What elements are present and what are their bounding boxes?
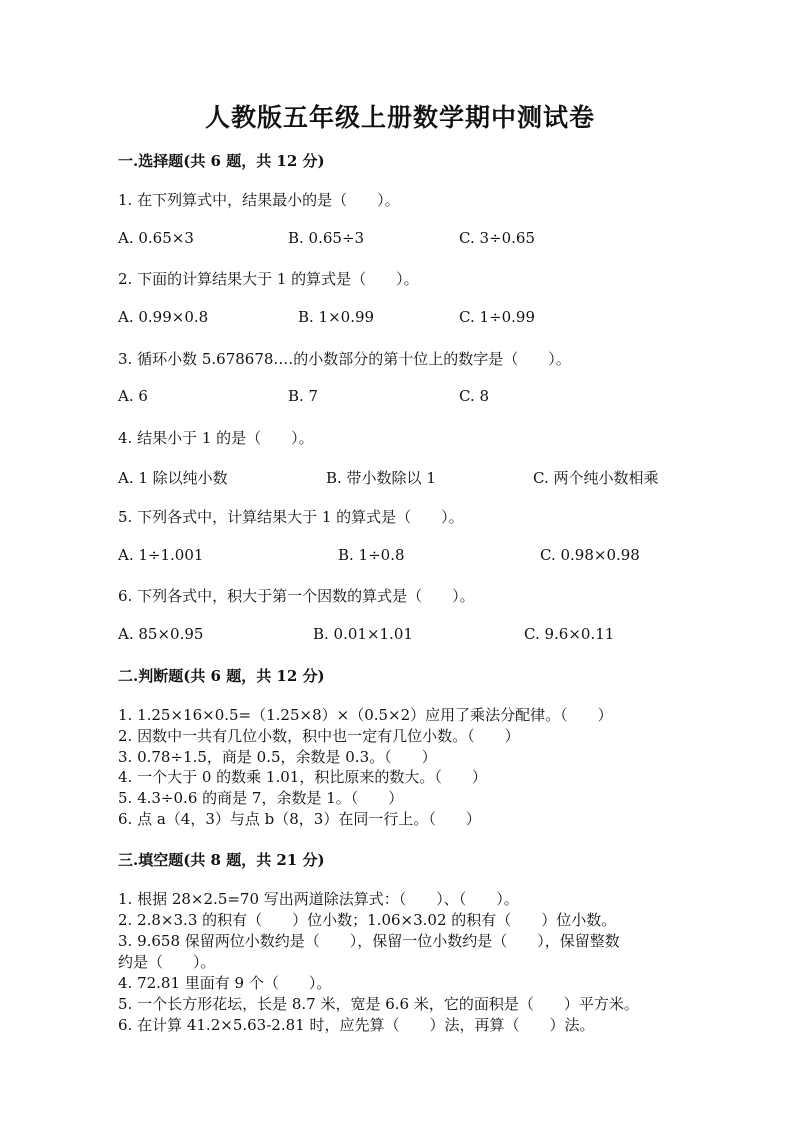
fill-item-6: 6. 在计算 41.2×5.63-2.81 时，应先算（ ）法，再算（ ）法。 [118,1016,595,1034]
section-header-fill-blank: 三.填空题(共 8 题，共 21 分) [118,851,325,869]
section-header-judgement: 二.判断题(共 6 题，共 12 分) [118,667,325,685]
choice-question-2: 2. 下面的计算结果大于 1 的算式是（ ）。 [118,270,419,288]
choice-6-option-a: A. 85×0.95 [118,625,204,643]
judgement-item-5: 5. 4.3÷0.6 的商是 7，余数是 1。（ ） [118,789,404,807]
fill-item-1: 1. 根据 28×2.5=70 写出两道除法算式：（ ）、（ ）。 [118,890,519,908]
choice-5-option-a: A. 1÷1.001 [118,546,204,564]
choice-2-option-b: B. 1×0.99 [298,308,375,326]
choice-3-option-a: A. 6 [118,387,148,405]
fill-item-3-line-2: 约是（ ）。 [118,953,216,971]
choice-question-4: 4. 结果小于 1 的是（ ）。 [118,429,314,447]
choice-6-option-b: B. 0.01×1.01 [313,625,413,643]
fill-item-3-line-1: 3. 9.658 保留两位小数约是（ ），保留一位小数约是（ ），保留整数 [118,932,620,950]
choice-1-option-a: A. 0.65×3 [118,229,194,247]
judgement-item-6: 6. 点 a（4，3）与点 b（8，3）在同一行上。（ ） [118,810,481,828]
fill-item-2: 2. 2.8×3.3 的积有（ ）位小数；1.06×3.02 的积有（ ）位小数。 [118,911,617,929]
choice-question-3: 3. 循环小数 5.678678.…的小数部分的第十位上的数字是（ ）。 [118,350,571,368]
choice-3-option-b: B. 7 [288,387,319,405]
choice-4-option-a: A. 1 除以纯小数 [118,469,228,487]
choice-question-5: 5. 下列各式中，计算结果大于 1 的算式是（ ）。 [118,508,464,526]
choice-3-option-c: C. 8 [459,387,490,405]
judgement-item-1: 1. 1.25×16×0.5=（1.25×8）×（0.5×2）应用了乘法分配律。（ ） [118,706,613,724]
choice-1-option-b: B. 0.65÷3 [288,229,365,247]
choice-6-option-c: C. 9.6×0.11 [524,625,615,643]
judgement-item-2: 2. 因数中一共有几位小数，积中也一定有几位小数。（ ） [118,727,520,745]
choice-question-6: 6. 下列各式中，积大于第一个因数的算式是（ ）。 [118,587,475,605]
judgement-item-3: 3. 0.78÷1.5，商是 0.5，余数是 0.3。（ ） [118,748,437,766]
judgement-item-4: 4. 一个大于 0 的数乘 1.01，积比原来的数大。（ ） [118,768,487,786]
choice-5-option-c: C. 0.98×0.98 [540,546,640,564]
page-title: 人教版五年级上册数学期中测试卷 [204,103,595,132]
section-header-choice: 一.选择题(共 6 题，共 12 分) [118,152,325,170]
fill-item-4: 4. 72.81 里面有 9 个（ ）。 [118,974,332,992]
choice-4-option-c: C. 两个纯小数相乘 [533,469,659,487]
choice-2-option-a: A. 0.99×0.8 [118,308,209,326]
choice-question-1: 1. 在下列算式中，结果最小的是（ ）。 [118,191,400,209]
choice-4-option-b: B. 带小数除以 1 [326,469,436,487]
choice-1-option-c: C. 3÷0.65 [459,229,535,247]
choice-2-option-c: C. 1÷0.99 [459,308,535,326]
fill-item-5: 5. 一个长方形花坛，长是 8.7 米，宽是 6.6 米，它的面积是（ ）平方米。 [118,995,639,1013]
choice-5-option-b: B. 1÷0.8 [338,546,405,564]
